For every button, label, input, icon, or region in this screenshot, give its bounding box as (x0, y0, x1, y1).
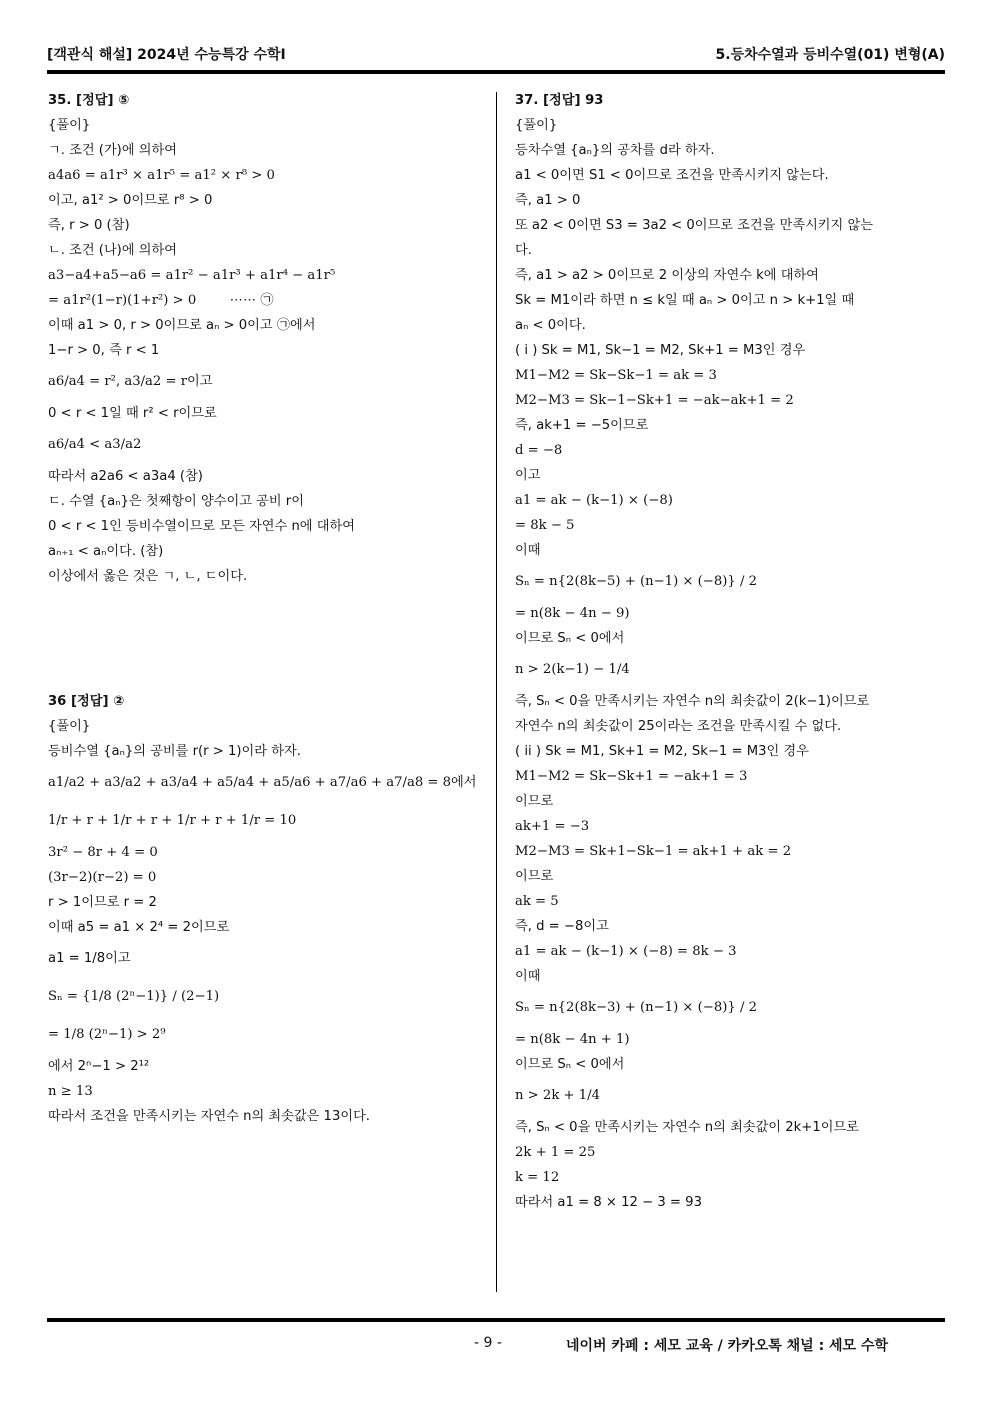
problem-35 (48, 88, 478, 589)
solution-line: = n(8k − 4n + 1) (515, 1032, 630, 1047)
solution-line: 또 a2 < 0이면 S3 = 3a2 < 0이므로 조건을 만족시키지 않는 (515, 218, 873, 233)
solution-line: 즉, r > 0 (참) (48, 218, 130, 233)
solution-line: 등차수열 {aₙ}의 공차를 d라 하자. (515, 143, 715, 158)
solution-line: 이고 (515, 468, 541, 483)
solution-line: 자연수 n의 최솟값이 25이라는 조건을 만족시킬 수 없다. (515, 719, 842, 734)
solution-line: 이상에서 옳은 것은 ㄱ, ㄴ, ㄷ이다. (48, 569, 248, 584)
header-rule (47, 70, 945, 74)
solution-line: ak+1 = −3 (515, 819, 590, 834)
solution-label: {풀이} (48, 118, 91, 133)
solution-line: = 1/8 (2ⁿ−1) > 2⁹ (48, 1027, 166, 1042)
solution-line: M2−M3 = Sk−1−Sk+1 = −ak−ak+1 = 2 (515, 393, 794, 408)
solution-line: 즉, ak+1 = −5이므로 (515, 418, 649, 433)
solution-line: d = −8 (515, 443, 563, 458)
page-number: - 9 - (474, 1335, 502, 1351)
solution-line: M1−M2 = Sk−Sk−1 = ak = 3 (515, 368, 717, 383)
solution-line: ㄴ. 조건 (나)에 의하여 (48, 243, 177, 258)
solution-line: 따라서 a1 = 8 × 12 − 3 = 93 (515, 1195, 702, 1210)
solution-line: 즉, Sₙ < 0을 만족시키는 자연수 n의 최솟값이 2k+1이므로 (515, 1120, 859, 1135)
solution-line: Sk = M1이라 하면 n ≤ k일 때 aₙ > 0이고 n > k+1일 때 (515, 293, 855, 308)
page-header (47, 44, 945, 66)
solution-line: = n(8k − 4n − 9) (515, 606, 630, 621)
solution-line: a1 = 1/8이고 (48, 951, 131, 966)
solution-line: a4a6 = a1r³ × a1r⁵ = a1² × r⁸ > 0 (48, 168, 275, 183)
solution-line: a1 < 0이면 S1 < 0이므로 조건을 만족시키지 않는다. (515, 168, 829, 183)
column-divider (496, 92, 497, 1292)
solution-line: 2k + 1 = 25 (515, 1145, 596, 1160)
header-title: [객관식 해설] 2024년 수능특강 수학Ⅰ (47, 47, 286, 63)
solution-line: 1/r + r + 1/r + r + 1/r + r + 1/r = 10 (48, 813, 297, 828)
blank-space (48, 589, 478, 689)
solution-line: 이므로 Sₙ < 0에서 (515, 631, 625, 646)
solution-line: Sₙ = n{2(8k−5) + (n−1) × (−8)} / 2 (515, 574, 757, 589)
solution-line: 0 < r < 1일 때 r² < r이므로 (48, 406, 217, 421)
solution-line: ( i ) Sk = M1, Sk−1 = M2, Sk+1 = M3인 경우 (515, 343, 806, 358)
solution-line: ㄷ. 수열 {aₙ}은 첫째항이 양수이고 공비 r이 (48, 494, 304, 509)
solution-line: 이때 a1 > 0, r > 0이므로 aₙ > 0이고 ㉠에서 (48, 318, 316, 333)
solution-line: a1 = ak − (k−1) × (−8) = 8k − 3 (515, 944, 737, 959)
solution-line: 이때 a5 = a1 × 2⁴ = 2이므로 (48, 920, 230, 935)
solution-line: 즉, Sₙ < 0을 만족시키는 자연수 n의 최솟값이 2(k−1)이므로 (515, 694, 870, 709)
header-section: 5.등차수열과 등비수열(01) 변형(A) (715, 47, 945, 63)
solution-line: a6/a4 = r², a3/a2 = r이고 (48, 374, 213, 389)
solution-line: (3r−2)(r−2) = 0 (48, 870, 157, 885)
solution-line: Sₙ = n{2(8k−3) + (n−1) × (−8)} / 2 (515, 1000, 757, 1015)
solution-line: n ≥ 13 (48, 1084, 93, 1099)
solution-line: aₙ < 0이다. (515, 318, 586, 333)
left-column (48, 88, 478, 1129)
solution-line: a1 = ak − (k−1) × (−8) (515, 493, 673, 508)
solution-line: Sₙ = {1/8 (2ⁿ−1)} / (2−1) (48, 989, 220, 1004)
solution-line: = 8k − 5 (515, 518, 575, 533)
solution-line: 등비수열 {aₙ}의 공비를 r(r > 1)이라 하자. (48, 744, 301, 759)
solution-line: 이때 (515, 969, 541, 984)
footer-credit: 네이버 카페 : 세모 교육 / 카카오톡 채널 : 세모 수학 (566, 1338, 889, 1354)
solution-line: a6/a4 < a3/a2 (48, 437, 142, 452)
solution-line: 이므로 (515, 794, 554, 809)
problem-36 (48, 689, 478, 1129)
solution-line: M2−M3 = Sk+1−Sk−1 = ak+1 + ak = 2 (515, 844, 792, 859)
solution-line: 3r² − 8r + 4 = 0 (48, 845, 158, 860)
solution-line: 이므로 (515, 869, 554, 884)
answer-heading: 36 [정답] ② (48, 694, 125, 709)
solution-line: 에서 2ⁿ−1 > 2¹² (48, 1059, 150, 1074)
solution-line: 0 < r < 1인 등비수열이므로 모든 자연수 n에 대하여 (48, 519, 355, 534)
solution-line: 이고, a1² > 0이므로 r⁸ > 0 (48, 193, 213, 208)
problem-37 (515, 88, 955, 1215)
solution-line: a1/a2 + a3/a2 + a3/a4 + a5/a4 + a5/a6 + a7/a6 + a7/a8 = 8에서 (48, 775, 477, 790)
solution-line: 이므로 Sₙ < 0에서 (515, 1057, 625, 1072)
solution-line: a3−a4+a5−a6 = a1r² − a1r³ + a1r⁴ − a1r⁵ (48, 268, 336, 283)
answer-heading: 37. [정답] 93 (515, 93, 604, 108)
solution-line: 따라서 a2a6 < a3a4 (참) (48, 469, 203, 484)
solution-line: 1−r > 0, 즉 r < 1 (48, 343, 160, 358)
solution-line: ( ii ) Sk = M1, Sk+1 = M2, Sk−1 = M3인 경우 (515, 744, 809, 759)
solution-line: k = 12 (515, 1170, 560, 1185)
answer-heading: 35. [정답] ⑤ (48, 93, 130, 108)
solution-line: n > 2k + 1/4 (515, 1088, 600, 1103)
solution-line: 즉, d = −8이고 (515, 919, 609, 934)
solution-line: = a1r²(1−r)(1+r²) > 0 ⋯⋯ ㉠ (48, 293, 274, 308)
solution-label: {풀이} (48, 719, 91, 734)
right-column (515, 88, 955, 1215)
solution-line: 다. (515, 243, 532, 258)
solution-line: 즉, a1 > a2 > 0이므로 2 이상의 자연수 k에 대하여 (515, 268, 819, 283)
solution-line: n > 2(k−1) − 1/4 (515, 662, 630, 677)
solution-line: aₙ₊₁ < aₙ이다. (참) (48, 544, 164, 559)
footer-rule (47, 1318, 945, 1322)
solution-label: {풀이} (515, 118, 558, 133)
solution-line: r > 1이므로 r = 2 (48, 895, 157, 910)
solution-line: 따라서 조건을 만족시키는 자연수 n의 최솟값은 13이다. (48, 1109, 371, 1124)
solution-line: ㄱ. 조건 (가)에 의하여 (48, 143, 177, 158)
solution-line: 즉, a1 > 0 (515, 193, 581, 208)
solution-line: 이때 (515, 543, 541, 558)
solution-line: M1−M2 = Sk−Sk+1 = −ak+1 = 3 (515, 769, 748, 784)
solution-line: ak = 5 (515, 894, 559, 909)
